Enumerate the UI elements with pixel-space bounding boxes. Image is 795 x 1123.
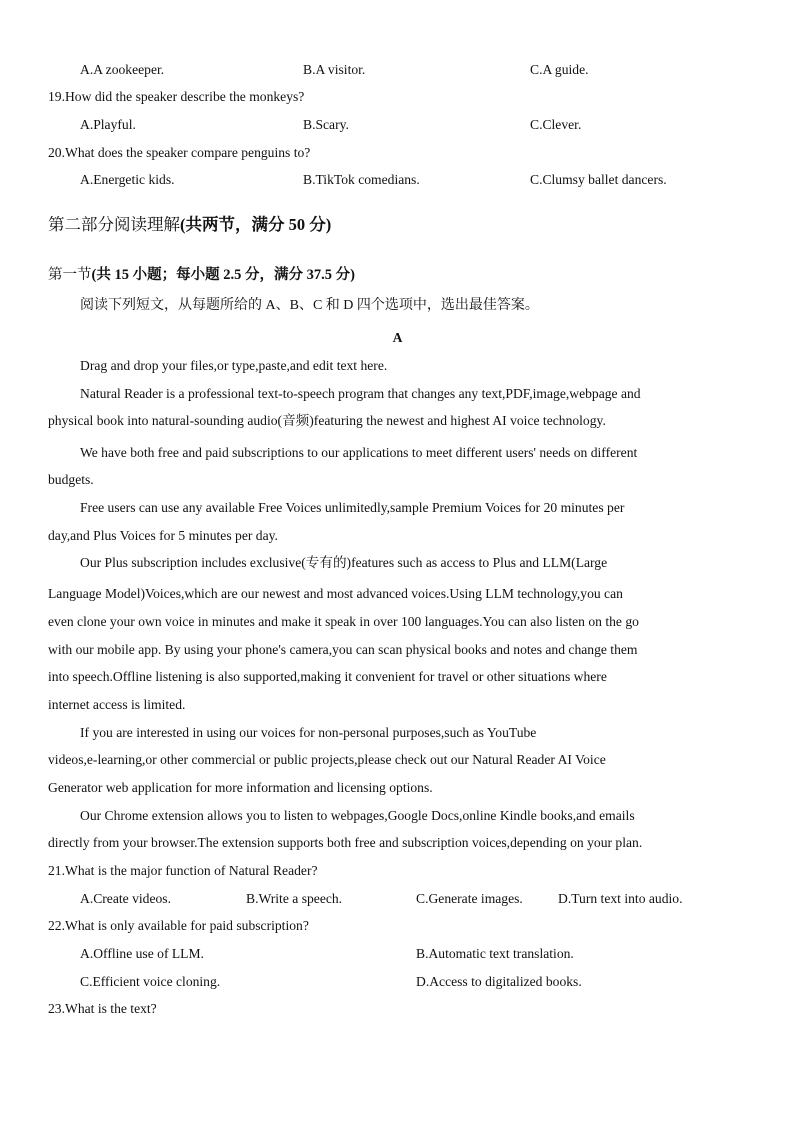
q19-option-c: C.Clever. [530, 117, 582, 132]
passage-line: directly from your browser.The extension supports both free and subscription voices,depending on your plan. [48, 835, 643, 850]
q21-option-c: C.Generate images. [416, 891, 523, 906]
q20-option-a: A.Energetic kids. [80, 172, 175, 187]
q18-option-a: A.A zookeeper. [80, 62, 165, 77]
q18-option-b: B.A visitor. [303, 62, 366, 77]
part2-score: (共两节，满分 50 分) [180, 215, 332, 234]
passage-line: physical book into natural-sounding audio(音频)featuring the newest and highest AI voice technology. [48, 413, 606, 428]
q18-option-c: C.A guide. [530, 62, 589, 77]
section1-heading [48, 266, 355, 284]
q22-stem: 22.What is only available for paid subscription? [48, 918, 309, 933]
passage-line: budgets. [48, 472, 94, 487]
passage-line: Generator web application for more information and licensing options. [48, 780, 433, 795]
passage-line: Language Model)Voices,which are our newest and most advanced voices.Using LLM technology,you can [48, 586, 623, 601]
passage-line: Natural Reader is a professional text-to-speech program that changes any text,PDF,image,webpage and [80, 386, 641, 401]
q21-option-a: A.Create videos. [80, 891, 171, 906]
q19-stem: 19.How did the speaker describe the monkeys? [48, 89, 305, 104]
part2-title: 第二部分阅读理解 [48, 215, 180, 234]
passage-line: Free users can use any available Free Voices unlimitedly,sample Premium Voices for 20 minutes per [80, 500, 625, 515]
passage-line: into speech.Offline listening is also supported,making it convenient for travel or other situations where [48, 669, 607, 684]
q22-option-a: A.Offline use of LLM. [80, 946, 204, 961]
passage-line: with our mobile app. By using your phone's camera,you can scan physical books and notes and change them [48, 642, 638, 657]
q21-stem: 21.What is the major function of Natural Reader? [48, 863, 318, 878]
q19-option-a: A.Playful. [80, 117, 136, 132]
section1-instruction: 阅读下列短文，从每题所给的 A、B、C 和 D 四个选项中，选出最佳答案。 [80, 298, 539, 313]
passage-line: Our Plus subscription includes exclusive(专有的)features such as access to Plus and LLM(Large [80, 555, 608, 570]
q22-option-d: D.Access to digitalized books. [416, 974, 582, 989]
passage-label: A [392, 330, 403, 345]
q21-option-d: D.Turn text into audio. [558, 891, 683, 906]
section1-score: (共 15 小题；每小题 2.5 分，满分 37.5 分) [91, 267, 355, 283]
passage-line: videos,e-learning,or other commercial or public projects,please check out our Natural Reader AI Voice [48, 752, 606, 767]
section1-title: 第一节 [48, 267, 92, 283]
q20-option-b: B.TikTok comedians. [303, 172, 420, 187]
q20-stem: 20.What does the speaker compare penguins to? [48, 145, 311, 160]
q23-stem: 23.What is the text? [48, 1001, 157, 1016]
passage-line: even clone your own voice in minutes and make it speak in over 100 languages.You can also listen on the go [48, 614, 639, 629]
q19-option-b: B.Scary. [303, 117, 349, 132]
passage-line: Drag and drop your files,or type,paste,and edit text here. [80, 358, 388, 373]
q22-option-c: C.Efficient voice cloning. [80, 974, 221, 989]
passage-line: Our Chrome extension allows you to listen to webpages,Google Docs,online Kindle books,and emails [80, 808, 635, 823]
passage-line: If you are interested in using our voices for non-personal purposes,such as YouTube [80, 725, 537, 740]
q21-option-b: B.Write a speech. [246, 891, 343, 906]
passage-line: We have both free and paid subscriptions to our applications to meet different users' needs on different [80, 445, 638, 460]
passage-line: internet access is limited. [48, 697, 186, 712]
q22-option-b: B.Automatic text translation. [416, 946, 574, 961]
part2-heading [48, 214, 331, 236]
passage-line: day,and Plus Voices for 5 minutes per day. [48, 528, 278, 543]
q20-option-c: C.Clumsy ballet dancers. [530, 172, 667, 187]
